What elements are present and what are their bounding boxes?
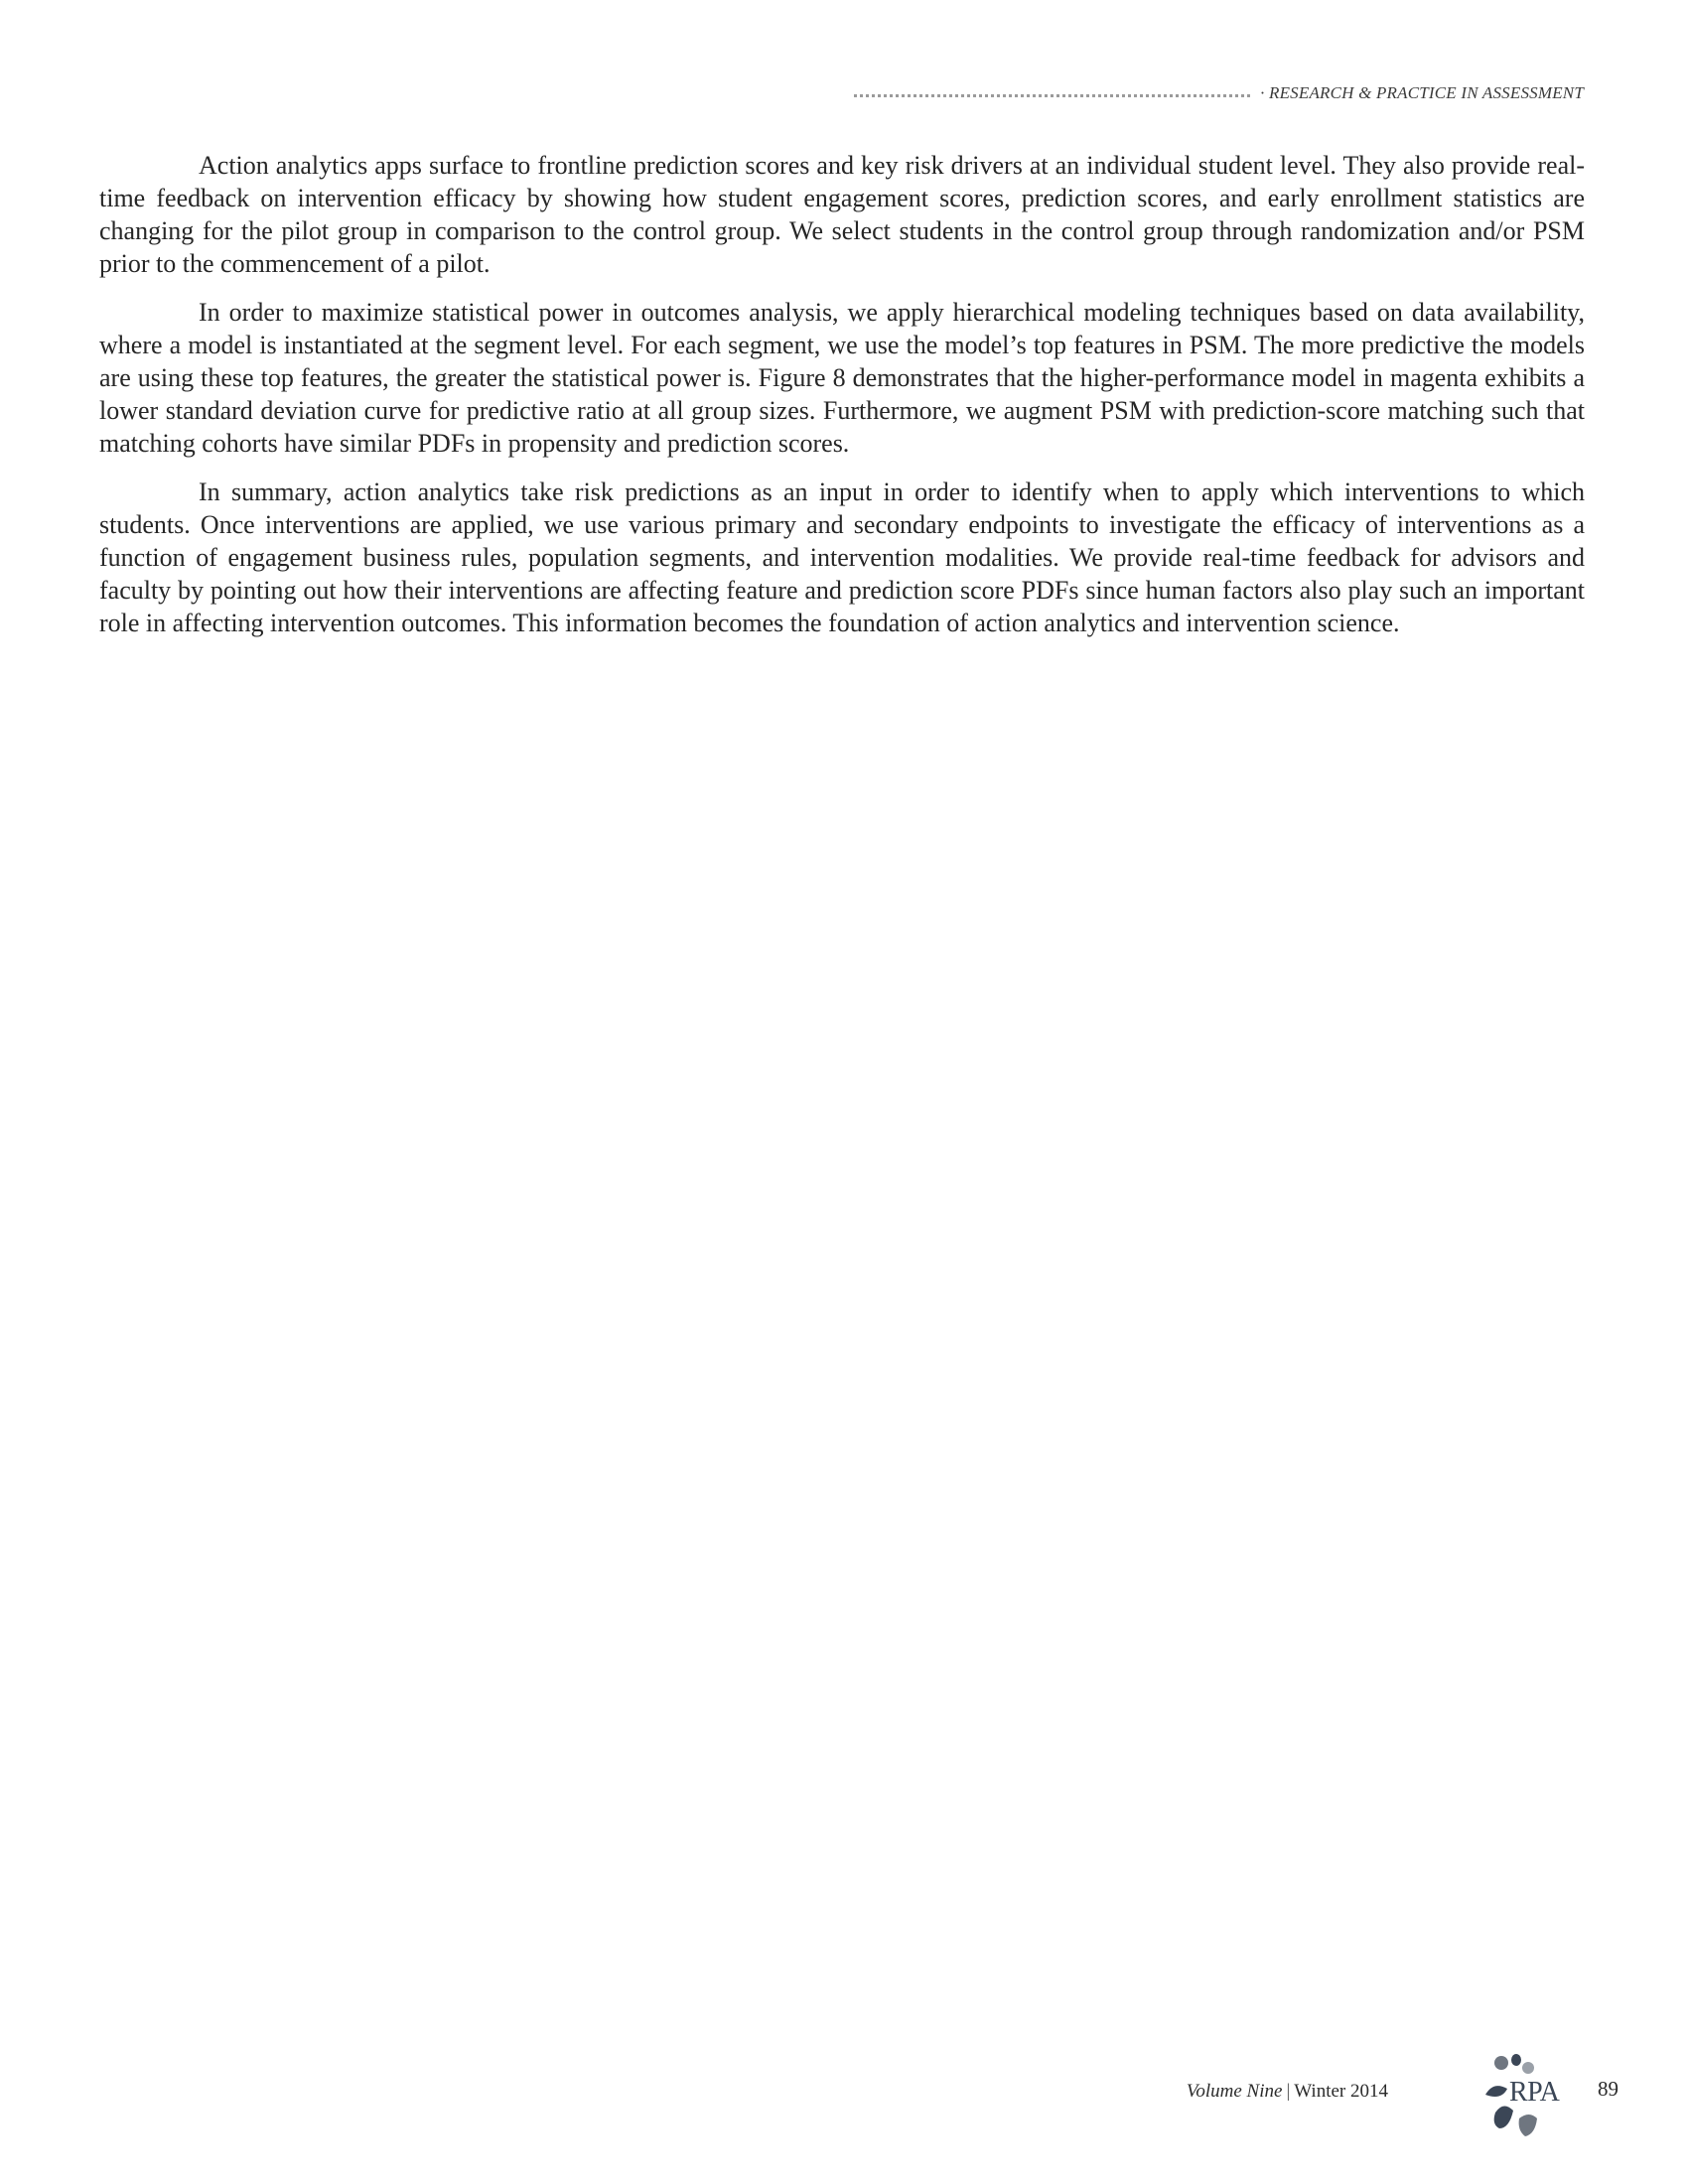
- paragraph-3: In summary, action analytics take risk predictions as an input in order to identify when to apply which interventions to which students. Once interventions are applied, we use various primary and secondary endpoints to investigate the efficacy of interventions as a function of engagement business rules, population segments, and intervention modalities. We provide real-time feedback for advisors and faculty by pointing out how their interventions are affecting feature and prediction score PDFs since human factors also play such an important role in affecting intervention outcomes. This information becomes the foundation of action analytics and intervention science.: [99, 478, 1585, 637]
- rpa-logo-text: RPA: [1509, 2077, 1560, 2108]
- volume-issue-label: [1187, 2081, 1388, 2103]
- article-body: [99, 149, 1585, 655]
- footer-separator: |: [1286, 2081, 1291, 2102]
- volume-name: Volume Nine: [1186, 2081, 1283, 2102]
- page-footer: [1152, 2053, 1618, 2142]
- rpa-logo: [1479, 2053, 1569, 2142]
- paragraph-1: Action analytics apps surface to frontline prediction scores and key risk drivers at an individual student level. They also provide real-time feedback on intervention efficacy by showing how student engagement scores, prediction scores, and early enrollment statistics are changing for the pilot group in comparison to the control group. We select students in the control group through randomization and/or PSM prior to the commencement of a pilot.: [99, 151, 1585, 278]
- issue-name: Winter 2014: [1294, 2081, 1388, 2102]
- paragraph-2: In order to maximize statistical power in outcomes analysis, we apply hierarchical modeling techniques based on data availability, where a model is instantiated at the segment level. For each segment, we use the model’s top features in PSM. The more predictive the models are using these top features, the greater the statistical power is. Figure 8 demonstrates that the higher-performance model in magenta exhibits a lower standard deviation curve for predictive ratio at all group sizes. Furthermore, we augment PSM with prediction-score matching such that matching cohorts have similar PDFs in propensity and prediction scores.: [99, 298, 1585, 458]
- page-number: 89: [1598, 2077, 1618, 2101]
- header-dotted-rule: [854, 94, 1250, 97]
- running-header: [854, 81, 1584, 105]
- journal-running-title: · RESEARCH & PRACTICE IN ASSESSMENT: [1260, 83, 1584, 102]
